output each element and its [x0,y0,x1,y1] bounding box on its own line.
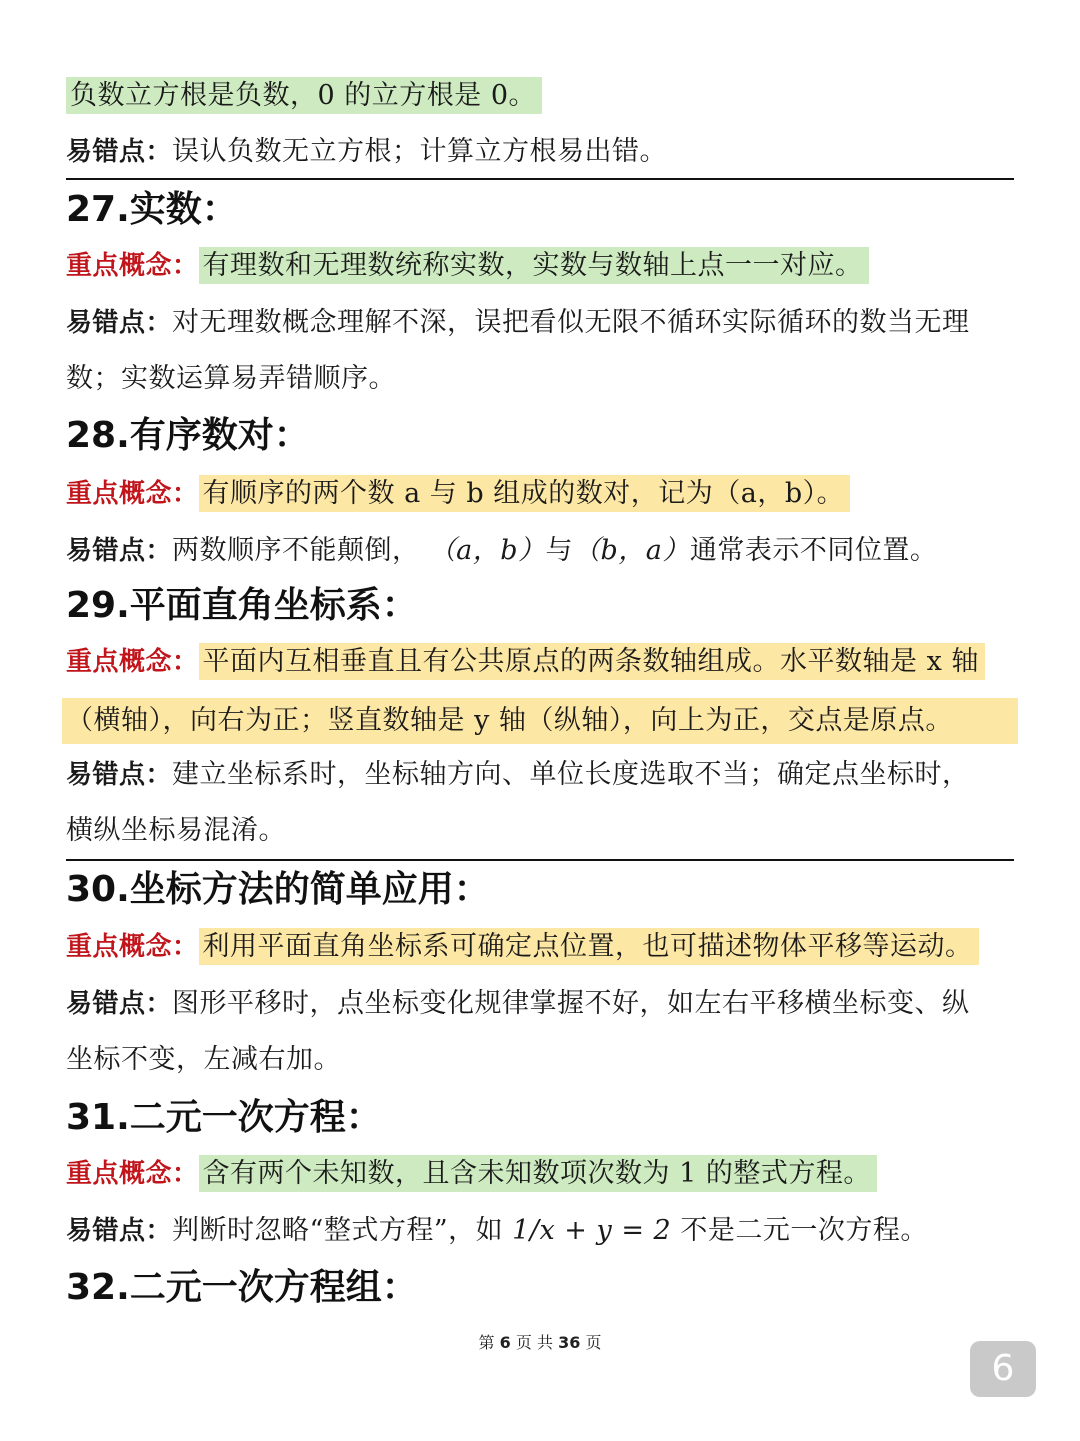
error-text: 判断时忽略“整式方程”，如 [172,1215,504,1246]
error-line [66,531,937,571]
key-concept-label: 重点概念： [66,932,199,962]
error-label: 易错点： [66,137,173,167]
key-concept-line-cont [66,698,1018,744]
highlight-yellow: 平面内互相垂直且有公共原点的两条数轴组成。水平数轴是 x 轴 [199,643,985,680]
key-concept-label: 重点概念： [66,1159,199,1189]
error-label: 易错点： [66,536,173,566]
error-label: 易错点： [66,1216,173,1246]
section-heading-28: 28.有序数对： [66,415,310,456]
error-text: 误认负数无立方根；计算立方根易出错。 [172,136,668,167]
page-badge: 6 [970,1341,1036,1397]
page-number: 6 [499,1333,511,1352]
highlight-green: 有理数和无理数统称实数，实数与数轴上点一一对应。 [199,247,869,284]
error-label: 易错点： [66,760,173,790]
math-pair: （b，a） [573,535,690,566]
key-concept-label: 重点概念： [66,479,199,509]
error-line-cont: 坐标不变，左减右加。 [66,1044,341,1075]
divider [66,178,1014,180]
error-text: 两数顺序不能颠倒， [172,535,420,566]
math-formula: 1/x + y = 2 [512,1215,672,1246]
section-heading-30: 30.坐标方法的简单应用： [66,869,490,910]
error-label: 易错点： [66,989,173,1019]
error-line [66,755,970,795]
error-text: 建立坐标系时，坐标轴方向、单位长度选取不当；确定点坐标时， [172,759,970,790]
key-concept-label: 重点概念： [66,647,199,677]
divider [66,859,1014,861]
key-concept-line [66,246,869,286]
error-line [66,1211,928,1251]
highlight-green: 负数立方根是负数，0 的立方根是 0。 [66,77,542,114]
error-line [66,303,970,343]
error-text: 不是二元一次方程。 [680,1215,928,1246]
error-line-cont: 数；实数运算易弄错顺序。 [66,363,396,394]
key-concept-line [66,1154,877,1194]
continued-line [66,76,542,116]
error-text: 图形平移时，点坐标变化规律掌握不好，如左右平移横坐标变、纵 [172,988,970,1019]
page-footer: 第 6 页 共 36 页 [478,1333,602,1352]
error-label: 易错点： [66,308,173,338]
highlight-green: 含有两个未知数，且含未知数项次数为 1 的整式方程。 [199,1155,877,1192]
key-concept-line [66,642,985,682]
section-heading-29: 29.平面直角坐标系： [66,585,418,626]
highlight-yellow: （横轴），向右为正；竖直数轴是 y 轴（纵轴），向上为正，交点是原点。 [62,698,1018,744]
error-text: 通常表示不同位置。 [689,535,938,566]
section-heading-27: 27.实数： [66,189,238,230]
key-concept-label: 重点概念： [66,251,199,281]
section-heading-31: 31.二元一次方程： [66,1097,382,1138]
section-heading-32: 32.二元一次方程组： [66,1267,418,1308]
error-line [66,984,970,1024]
math-pair: （a，b） [428,535,546,566]
key-concept-line [66,927,979,967]
highlight-yellow: 有顺序的两个数 a 与 b 组成的数对，记为（a，b）。 [199,475,851,512]
error-text: 对无理数概念理解不深，误把看似无限不循环实际循环的数当无理 [172,307,970,338]
page-total: 36 [558,1333,581,1352]
highlight-yellow: 利用平面直角坐标系可确定点位置，也可描述物体平移等运动。 [199,928,979,965]
key-concept-line [66,474,850,514]
error-line [66,132,667,172]
error-line-cont: 横纵坐标易混淆。 [66,815,286,846]
error-text: 与 [545,535,573,566]
